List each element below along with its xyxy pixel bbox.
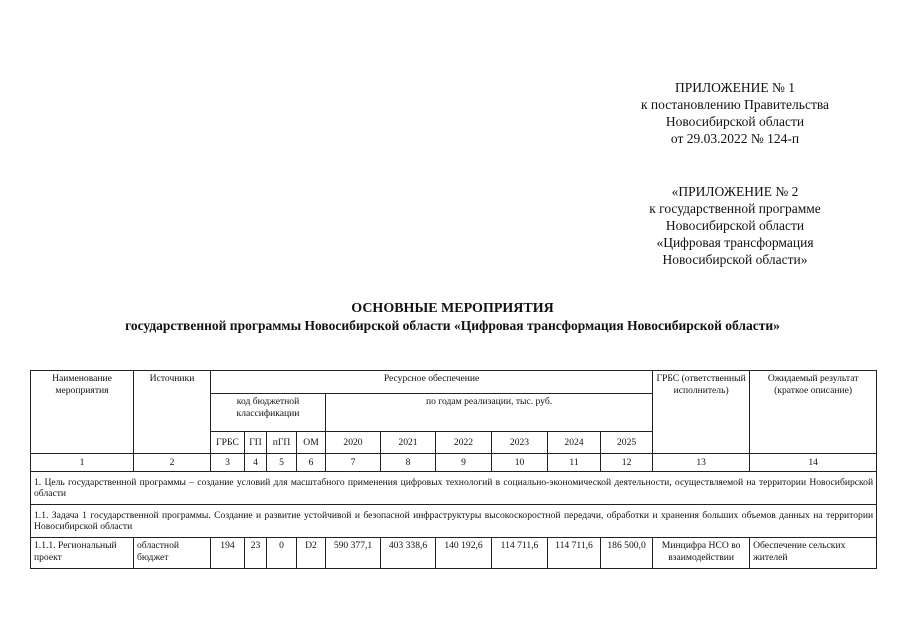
- cell-grbs: 194: [211, 538, 245, 569]
- column-number: 11: [548, 454, 601, 472]
- column-number: 5: [267, 454, 297, 472]
- header-year-2023: 2023: [492, 432, 548, 454]
- header-sources: Источники: [134, 371, 211, 454]
- cell-gp: 23: [245, 538, 267, 569]
- appendix-1-heading: [600, 79, 870, 147]
- activities-table: [30, 370, 877, 569]
- table-row: [31, 538, 877, 569]
- appendix-2-line: Новосибирской области: [665, 218, 805, 233]
- appendix-2-line: Новосибирской области»: [662, 252, 808, 267]
- cell-2021: 403 338,6: [381, 538, 436, 569]
- appendix-2-line: «ПРИЛОЖЕНИЕ № 2: [671, 184, 799, 199]
- appendix-2-line: «Цифровая трансформация: [656, 235, 814, 250]
- column-number: 2: [134, 454, 211, 472]
- header-code-grbs: ГРБС: [211, 432, 245, 454]
- cell-pgp: 0: [267, 538, 297, 569]
- appendix-2-heading: [600, 183, 870, 268]
- cell-2020: 590 377,1: [326, 538, 381, 569]
- column-number: 10: [492, 454, 548, 472]
- column-number: 7: [326, 454, 381, 472]
- column-number: 12: [601, 454, 653, 472]
- cell-executor: Минцифра НСО во взаимодействии: [653, 538, 750, 569]
- header-year-2022: 2022: [436, 432, 492, 454]
- header-code-pgp: пГП: [267, 432, 297, 454]
- header-year-2025: 2025: [601, 432, 653, 454]
- column-number: 14: [750, 454, 877, 472]
- header-code-gp: ГП: [245, 432, 267, 454]
- header-year-2024: 2024: [548, 432, 601, 454]
- column-number: 9: [436, 454, 492, 472]
- header-by-years: по годам реализации, тыс. руб.: [326, 394, 653, 432]
- column-number: 8: [381, 454, 436, 472]
- column-number: 3: [211, 454, 245, 472]
- column-number: 1: [31, 454, 134, 472]
- document-subtitle: государственной программы Новосибирской области «Цифровая трансформация Новосибирской области»: [125, 318, 780, 333]
- appendix-1-line: Новосибирской области: [665, 114, 805, 129]
- cell-2025: 186 500,0: [601, 538, 653, 569]
- cell-2023: 114 711,6: [492, 538, 548, 569]
- cell-2022: 140 192,6: [436, 538, 492, 569]
- column-number: 6: [297, 454, 326, 472]
- header-year-2020: 2020: [326, 432, 381, 454]
- appendix-1-line: ПРИЛОЖЕНИЕ № 1: [674, 80, 796, 95]
- document-title: ОСНОВНЫЕ МЕРОПРИЯТИЯ: [351, 301, 554, 316]
- cell-2024: 114 711,6: [548, 538, 601, 569]
- header-resources: Ресурсное обеспечение: [211, 371, 653, 394]
- appendix-1-line: к постановлению Правительства: [640, 97, 830, 112]
- appendix-2-line: к государственной программе: [649, 201, 821, 216]
- column-number: 4: [245, 454, 267, 472]
- appendix-1-line: от 29.03.2022 № 124-п: [670, 131, 800, 146]
- document-title-block: [0, 300, 905, 334]
- header-expected-result: Ожидаемый результат (краткое описание): [750, 371, 877, 454]
- header-code-om: ОМ: [297, 432, 326, 454]
- header-year-2021: 2021: [381, 432, 436, 454]
- cell-activity-name: 1.1.1. Региональный проект: [31, 538, 134, 569]
- column-number-row: [31, 454, 877, 472]
- header-grbs-executor: ГРБС (ответственный исполнитель): [653, 371, 750, 454]
- program-task-row: 1.1. Задача 1 государственной программы. Создание и развитие устойчивой и безопасной инфраструктуры высокоскоростной передачи, обработки и хранения больших объемов данных на территории Новосибирской области: [31, 505, 877, 538]
- header-budget-code: код бюджетной классификации: [211, 394, 326, 432]
- cell-source: областной бюджет: [134, 538, 211, 569]
- cell-expected-result: Обеспечение сельских жителей: [750, 538, 877, 569]
- program-goal-row: 1. Цель государственной программы – создание условий для масштабного применения цифровых технологий в социально-экономической деятельности, осуществляемой на территории Новосибирской области: [31, 472, 877, 505]
- cell-om: D2: [297, 538, 326, 569]
- header-name: Наименование мероприятия: [31, 371, 134, 454]
- column-number: 13: [653, 454, 750, 472]
